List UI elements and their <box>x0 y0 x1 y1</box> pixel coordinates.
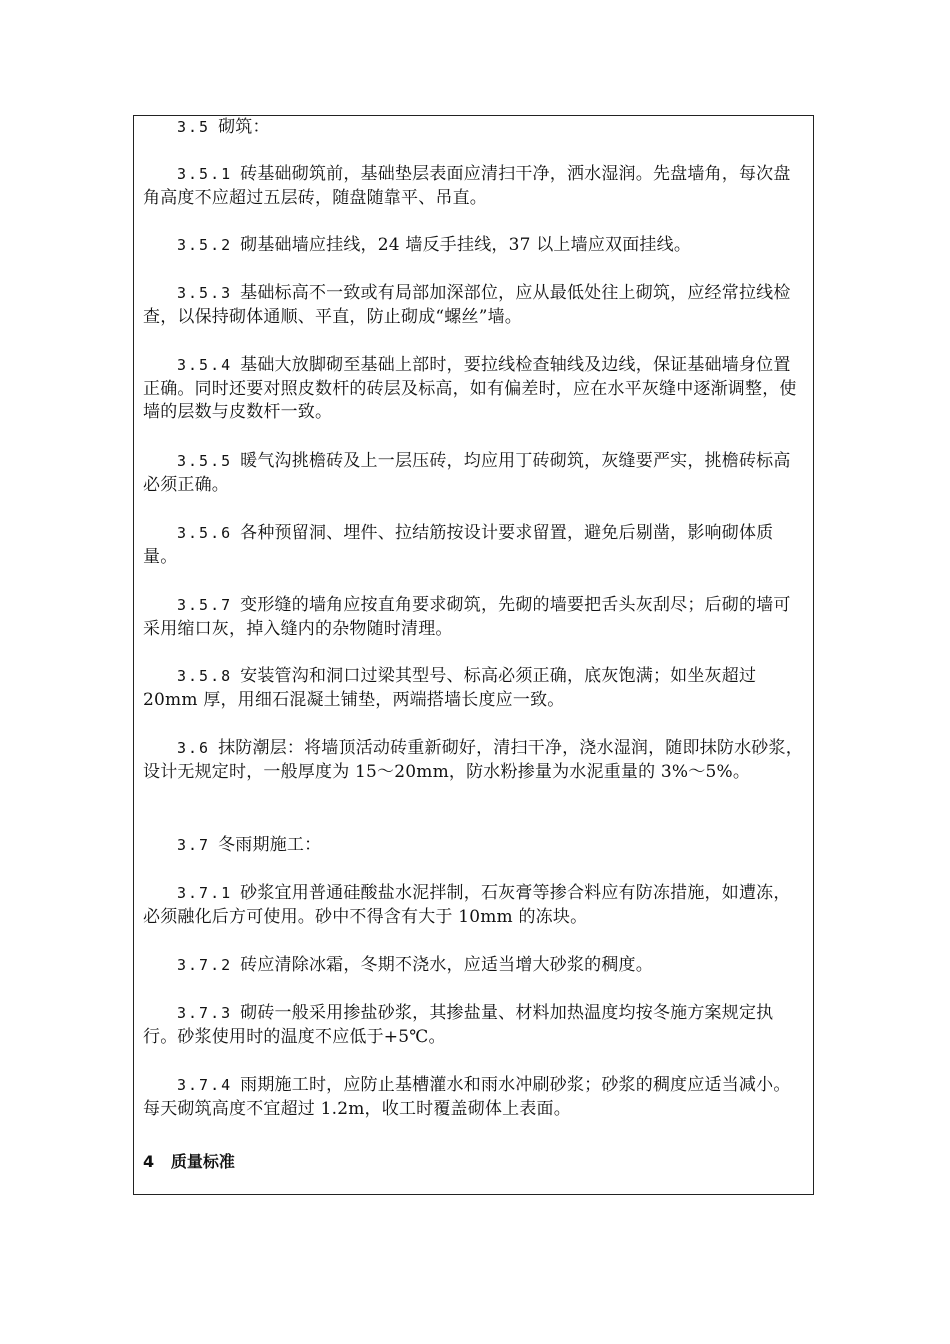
paragraph-3-5-3 <box>143 282 807 329</box>
paragraph-3-5-5 <box>143 450 807 497</box>
paragraph-number: 3.7.1 <box>177 884 233 902</box>
paragraph-text: 抹防潮层：将墙顶活动砖重新砌好，清扫干净，浇水湿润，随即抹防水砂浆，设计无规定时，一般厚度为 15～20mm，防水粉掺量为水泥重量的 3%～5%。 <box>143 738 803 782</box>
paragraph-text: 砌筑： <box>218 117 270 137</box>
paragraph-3-6 <box>143 737 807 784</box>
paragraph-3-5 <box>143 116 807 140</box>
heading-number: 4 <box>143 1152 155 1171</box>
paragraph-text: 基础大放脚砌至基础上部时，要拉线检查轴线及边线，保证基础墙身位置正确。同时还要对照皮数杆的砖层及标高，如有偏差时，应在水平灰缝中逐渐调整，使墙的层数与皮数杆一致。 <box>143 355 797 422</box>
paragraph-3-5-8 <box>143 665 807 712</box>
paragraph-number: 3.5.3 <box>177 284 233 302</box>
paragraph-text: 砌砖一般采用掺盐砂浆，其掺盐量、材料加热温度均按冬施方案规定执行。砂浆使用时的温度不应低于+5℃。 <box>143 1003 774 1047</box>
paragraph-3-5-4 <box>143 354 807 425</box>
paragraph-number: 3.6 <box>177 739 211 757</box>
paragraph-number: 3.5.7 <box>177 596 233 614</box>
paragraph-3-7-3 <box>143 1002 807 1049</box>
paragraph-text: 砖基础砌筑前，基础垫层表面应清扫干净，洒水湿润。先盘墙角，每次盘角高度不应超过五层砖，随盘随靠平、吊直。 <box>143 164 791 208</box>
paragraph-number: 3.5.4 <box>177 356 233 374</box>
paragraph-3-5-2 <box>143 234 807 258</box>
paragraph-number: 3.5.8 <box>177 667 233 685</box>
paragraph-text: 暖气沟挑檐砖及上一层压砖，均应用丁砖砌筑，灰缝要严实，挑檐砖标高必须正确。 <box>143 451 791 495</box>
paragraph-text: 砖应清除冰霜，冬期不浇水，应适当增大砂浆的稠度。 <box>240 955 653 975</box>
paragraph-text: 冬雨期施工： <box>218 835 322 855</box>
paragraph-3-5-7 <box>143 594 807 641</box>
paragraph-text: 安装管沟和洞口过梁其型号、标高必须正确，底灰饱满；如坐灰超过 20mm 厚，用细石混凝土铺垫，两端搭墙长度应一致。 <box>143 666 757 710</box>
paragraph-3-5-1 <box>143 163 807 210</box>
paragraph-text: 各种预留洞、埋件、拉结筋按设计要求留置，避免后剔凿，影响砌体质量。 <box>143 523 774 567</box>
paragraph-3-7-1 <box>143 882 807 929</box>
paragraph-number: 3.7.4 <box>177 1076 233 1094</box>
paragraph-text: 基础标高不一致或有局部加深部位，应从最低处往上砌筑，应经常拉线检查，以保持砌体通顺、平直，防止砌成“螺丝”墙。 <box>143 283 791 327</box>
paragraph-number: 3.5.2 <box>177 236 233 254</box>
paragraph-number: 3.5.5 <box>177 452 233 470</box>
paragraph-number: 3.7.2 <box>177 956 233 974</box>
paragraph-text: 砌基础墙应挂线，24 墙反手挂线，37 以上墙应双面挂线。 <box>240 235 692 255</box>
paragraph-number: 3.5.6 <box>177 524 233 542</box>
heading-text: 质量标准 <box>170 1152 235 1171</box>
paragraph-3-7-4 <box>143 1074 807 1121</box>
paragraph-number: 3.5 <box>177 118 211 136</box>
paragraph-text: 雨期施工时，应防止基槽灌水和雨水冲刷砂浆；砂浆的稠度应适当减小。每天砌筑高度不宜超过 1.2m，收工时覆盖砌体上表面。 <box>143 1075 791 1119</box>
section-heading-4 <box>143 1150 235 1173</box>
paragraph-3-7 <box>143 834 807 858</box>
paragraph-number: 3.7 <box>177 836 211 854</box>
paragraph-3-5-6 <box>143 522 807 569</box>
paragraph-number: 3.5.1 <box>177 165 233 183</box>
paragraph-3-7-2 <box>143 954 807 978</box>
paragraph-number: 3.7.3 <box>177 1004 233 1022</box>
paragraph-text: 砂浆宜用普通硅酸盐水泥拌制，石灰膏等掺合料应有防冻措施，如遭冻，必须融化后方可使用。砂中不得含有大于 10mm 的冻块。 <box>143 883 791 927</box>
paragraph-text: 变形缝的墙角应按直角要求砌筑，先砌的墙要把舌头灰刮尽；后砌的墙可采用缩口灰，掉入缝内的杂物随时清理。 <box>143 595 791 639</box>
